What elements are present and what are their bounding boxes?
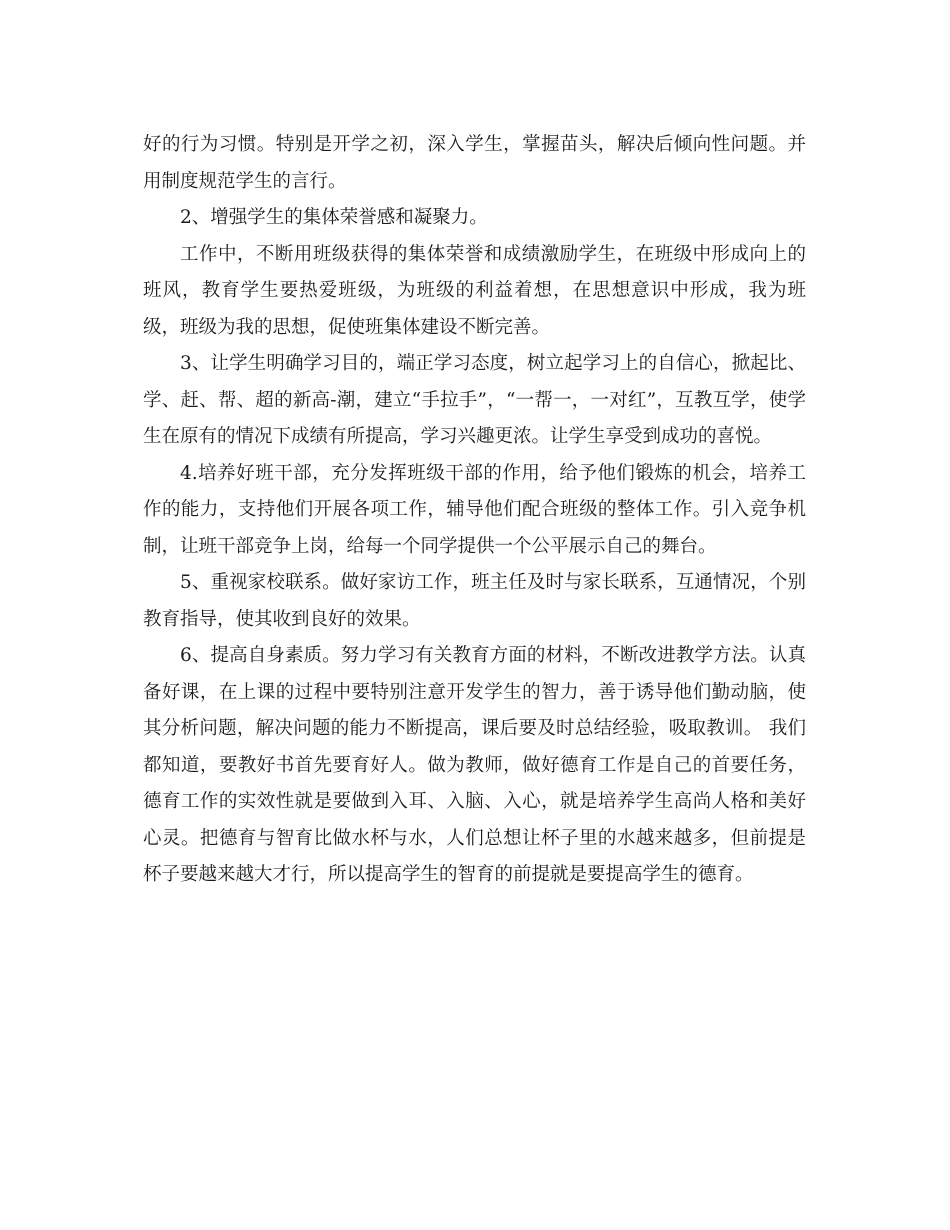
paragraph-intro-continuation: 好的行为习惯。特别是开学之初，深入学生，掌握苗头，解决后倾向性问题。并用制度规范学生的言行。 <box>143 134 806 192</box>
paragraph-item-3: 3、让学生明确学习目的，端正学习态度，树立起学习上的自信心，掀起比、学、赶、帮、超的新高-潮，建立“手拉手”，“一帮一，一对红”，互教互学，使学生在原有的情况下成绩有所提高，学习兴趣更浓。让学生享受到成功的喜悦。 <box>143 353 806 447</box>
document-body <box>143 127 806 894</box>
paragraph-item-2-heading: 2、增强学生的集体荣誉感和凝聚力。 <box>180 207 488 228</box>
paragraph-item-5: 5、重视家校联系。做好家访工作，班主任及时与家长联系，互通情况，个别教育指导，使其收到良好的效果。 <box>143 572 806 630</box>
paragraph-item-4: 4.培养好班干部，充分发挥班级干部的作用，给予他们锻炼的机会，培养工作的能力，支持他们开展各项工作，辅导他们配合班级的整体工作。引入竞争机制，让班干部竞争上岗，给每一个同学提供一个公平展示自己的舞台。 <box>143 462 806 557</box>
paragraph-item-2-body: 工作中，不断用班级获得的集体荣誉和成绩激励学生，在班级中形成向上的班风，教育学生要热爱班级，为班级的利益着想，在思想意识中形成，我为班级，班级为我的思想，促使班集体建设不断完善。 <box>143 243 806 338</box>
paragraph-item-6: 6、提高自身素质。努力学习有关教育方面的材料，不断改进教学方法。认真备好课，在上课的过程中要特别注意开发学生的智力，善于诱导他们勤动脑，使其分析问题，解决问题的能力不断提高，课后要及时总结经验，吸取教训。 我们都知道，要教好书首先要育好人。做为教师，做好德育工作是自己的首要任务，德育工作的实效性就是要做到入耳、入脑、入心，就是培养学生高尚人格和美好心灵。把德育与智育比做水杯与水，人们总想让杯子里的水越来越多，但前提是杯子要越来越大才行，所以提高学生的智育的前提就是要提高学生的德育。 <box>143 645 806 885</box>
